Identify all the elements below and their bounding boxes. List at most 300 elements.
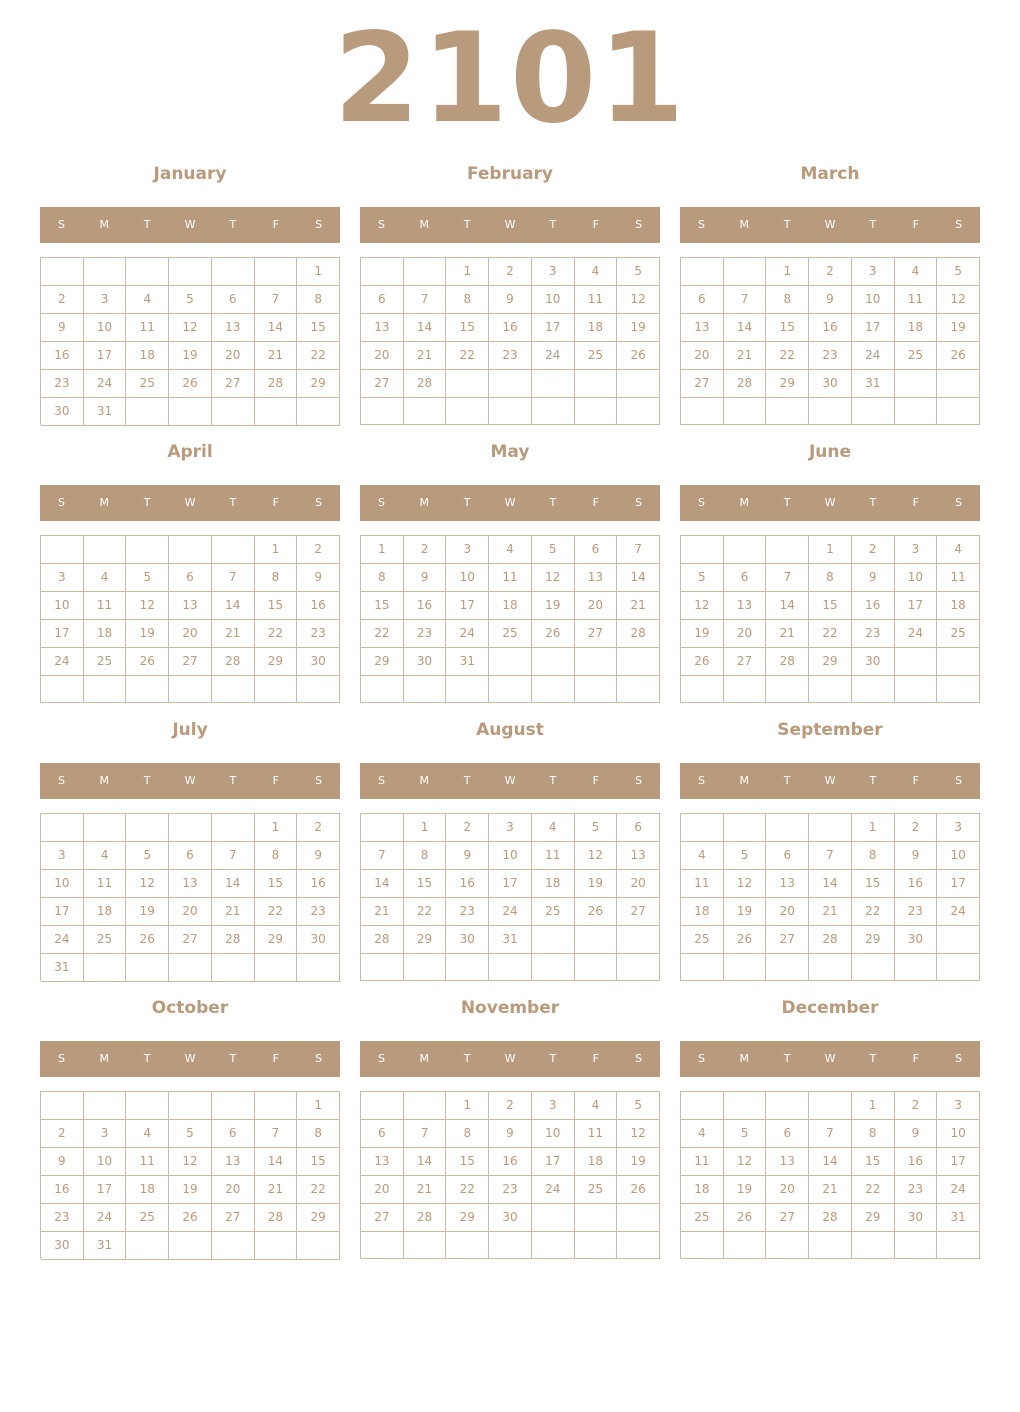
day-cell: 28	[212, 648, 255, 676]
day-cell: 16	[41, 1176, 84, 1204]
empty-cell	[126, 1092, 169, 1120]
day-cell: 10	[895, 564, 938, 592]
day-cell: 18	[84, 620, 127, 648]
empty-cell	[681, 676, 724, 703]
weekday-label: F	[592, 496, 599, 509]
day-cell: 13	[169, 870, 212, 898]
empty-cell	[617, 370, 660, 398]
day-cell: 26	[169, 370, 212, 398]
empty-cell	[212, 814, 255, 842]
empty-cell	[404, 1232, 447, 1259]
day-cell: 5	[724, 842, 767, 870]
empty-cell	[446, 1232, 489, 1259]
day-cell: 24	[532, 342, 575, 370]
day-cell: 24	[852, 342, 895, 370]
weekday-label: M	[739, 774, 750, 787]
weekday-label: S	[635, 1052, 643, 1065]
day-cell: 1	[809, 536, 852, 564]
day-cell: 19	[532, 592, 575, 620]
day-cell: 4	[575, 258, 618, 286]
day-cell: 30	[297, 648, 340, 676]
weekday-label: F	[272, 1052, 279, 1065]
day-cell: 25	[532, 898, 575, 926]
day-cell: 7	[404, 286, 447, 314]
empty-cell	[361, 258, 404, 286]
day-cell: 10	[532, 286, 575, 314]
day-cell: 14	[404, 314, 447, 342]
day-cell: 1	[404, 814, 447, 842]
empty-cell	[937, 676, 980, 703]
day-cell: 4	[84, 842, 127, 870]
day-cell: 14	[255, 1148, 298, 1176]
empty-cell	[297, 954, 340, 982]
day-cell: 1	[446, 258, 489, 286]
empty-cell	[617, 1204, 660, 1232]
empty-cell	[126, 536, 169, 564]
weekday-header	[360, 485, 660, 521]
empty-cell	[255, 1232, 298, 1260]
empty-cell	[617, 926, 660, 954]
day-cell: 29	[852, 1204, 895, 1232]
day-cell: 16	[297, 592, 340, 620]
day-cell: 22	[255, 620, 298, 648]
empty-cell	[895, 648, 938, 676]
empty-cell	[489, 370, 532, 398]
empty-cell	[809, 1092, 852, 1120]
day-cell: 14	[809, 1148, 852, 1176]
empty-cell	[766, 536, 809, 564]
empty-cell	[575, 648, 618, 676]
day-cell: 27	[212, 1204, 255, 1232]
day-cell: 14	[212, 592, 255, 620]
day-cell: 2	[489, 1092, 532, 1120]
weekday-label: M	[739, 1052, 750, 1065]
day-cell: 22	[297, 342, 340, 370]
day-cell: 19	[617, 314, 660, 342]
day-cell: 17	[446, 592, 489, 620]
day-cell: 19	[937, 314, 980, 342]
day-cell: 13	[361, 1148, 404, 1176]
day-cell: 29	[297, 370, 340, 398]
empty-cell	[895, 398, 938, 425]
day-cell: 9	[404, 564, 447, 592]
day-cell: 13	[681, 314, 724, 342]
empty-cell	[84, 954, 127, 982]
weekday-label: S	[315, 218, 323, 231]
day-cell: 3	[489, 814, 532, 842]
month-name: December	[781, 998, 879, 1018]
day-cell: 3	[937, 1092, 980, 1120]
day-cell: 3	[532, 258, 575, 286]
day-cell: 8	[404, 842, 447, 870]
weekday-label: M	[419, 496, 430, 509]
day-cell: 17	[937, 870, 980, 898]
day-cell: 30	[41, 398, 84, 426]
day-cell: 9	[895, 1120, 938, 1148]
day-cell: 1	[297, 258, 340, 286]
weekday-label: M	[419, 218, 430, 231]
weekday-header	[360, 763, 660, 799]
day-cell: 11	[681, 870, 724, 898]
weekday-label: M	[99, 774, 110, 787]
day-cell: 5	[169, 1120, 212, 1148]
empty-cell	[532, 926, 575, 954]
weekday-label: M	[739, 496, 750, 509]
empty-cell	[617, 676, 660, 703]
day-cell: 25	[126, 370, 169, 398]
weekday-label: F	[592, 1052, 599, 1065]
empty-cell	[766, 1092, 809, 1120]
day-cell: 4	[895, 258, 938, 286]
month-name: July	[172, 720, 208, 740]
month-name: September	[777, 720, 883, 740]
day-cell: 21	[361, 898, 404, 926]
day-cell: 18	[126, 342, 169, 370]
day-cell: 9	[895, 842, 938, 870]
weekday-label: S	[57, 496, 65, 509]
day-cell: 19	[126, 898, 169, 926]
day-cell: 24	[489, 898, 532, 926]
day-cell: 15	[766, 314, 809, 342]
weekday-label: W	[504, 1052, 516, 1065]
day-cell: 8	[766, 286, 809, 314]
weekday-label: W	[504, 774, 516, 787]
day-cell: 10	[41, 592, 84, 620]
empty-cell	[681, 398, 724, 425]
day-cell: 14	[809, 870, 852, 898]
day-cell: 21	[255, 342, 298, 370]
day-cell: 25	[681, 1204, 724, 1232]
day-cell: 23	[41, 1204, 84, 1232]
day-cell: 28	[361, 926, 404, 954]
day-cell: 16	[852, 592, 895, 620]
empty-cell	[617, 1232, 660, 1259]
day-cell: 18	[937, 592, 980, 620]
empty-cell	[169, 398, 212, 426]
empty-cell	[532, 370, 575, 398]
day-cell: 15	[809, 592, 852, 620]
empty-cell	[937, 370, 980, 398]
day-cell: 19	[617, 1148, 660, 1176]
day-cell: 15	[297, 1148, 340, 1176]
day-cell: 31	[489, 926, 532, 954]
day-cell: 15	[852, 1148, 895, 1176]
empty-cell	[489, 676, 532, 703]
day-cell: 15	[361, 592, 404, 620]
empty-cell	[255, 954, 298, 982]
day-cell: 5	[126, 564, 169, 592]
day-cell: 10	[852, 286, 895, 314]
day-cell: 2	[297, 536, 340, 564]
day-cell: 12	[126, 592, 169, 620]
day-cell: 27	[361, 370, 404, 398]
day-cell: 5	[532, 536, 575, 564]
day-cell: 8	[446, 286, 489, 314]
day-grid	[360, 535, 660, 703]
day-cell: 19	[126, 620, 169, 648]
empty-cell	[404, 1092, 447, 1120]
day-cell: 28	[766, 648, 809, 676]
day-cell: 16	[446, 870, 489, 898]
empty-cell	[255, 1092, 298, 1120]
weekday-header	[40, 1041, 340, 1077]
day-cell: 23	[809, 342, 852, 370]
day-cell: 1	[852, 814, 895, 842]
empty-cell	[84, 258, 127, 286]
day-cell: 19	[724, 898, 767, 926]
empty-cell	[212, 1092, 255, 1120]
day-cell: 16	[895, 1148, 938, 1176]
day-cell: 8	[297, 1120, 340, 1148]
day-cell: 6	[766, 1120, 809, 1148]
day-grid	[680, 1091, 980, 1259]
day-cell: 6	[169, 564, 212, 592]
weekday-label: W	[184, 1052, 196, 1065]
weekday-label: F	[592, 218, 599, 231]
day-cell: 14	[766, 592, 809, 620]
empty-cell	[126, 1232, 169, 1260]
day-cell: 27	[724, 648, 767, 676]
day-cell: 6	[617, 814, 660, 842]
day-cell: 12	[575, 842, 618, 870]
empty-cell	[809, 1232, 852, 1259]
empty-cell	[169, 676, 212, 703]
day-cell: 18	[895, 314, 938, 342]
day-cell: 28	[255, 1204, 298, 1232]
day-cell: 11	[681, 1148, 724, 1176]
day-cell: 2	[446, 814, 489, 842]
day-cell: 25	[126, 1204, 169, 1232]
day-cell: 21	[766, 620, 809, 648]
day-cell: 22	[852, 898, 895, 926]
day-cell: 27	[575, 620, 618, 648]
day-cell: 27	[617, 898, 660, 926]
day-cell: 6	[169, 842, 212, 870]
empty-cell	[361, 814, 404, 842]
day-cell: 20	[361, 1176, 404, 1204]
day-cell: 11	[489, 564, 532, 592]
day-cell: 1	[766, 258, 809, 286]
empty-cell	[169, 954, 212, 982]
weekday-label: S	[315, 774, 323, 787]
weekday-label: T	[549, 218, 557, 231]
empty-cell	[575, 1204, 618, 1232]
empty-cell	[126, 814, 169, 842]
day-cell: 21	[809, 1176, 852, 1204]
day-cell: 20	[169, 620, 212, 648]
day-cell: 17	[895, 592, 938, 620]
day-grid	[360, 1091, 660, 1259]
empty-cell	[446, 398, 489, 425]
weekday-header	[40, 207, 340, 243]
empty-cell	[895, 676, 938, 703]
weekday-label: F	[912, 774, 919, 787]
day-cell: 30	[809, 370, 852, 398]
day-cell: 29	[852, 926, 895, 954]
day-cell: 12	[724, 870, 767, 898]
weekday-label: T	[549, 774, 557, 787]
empty-cell	[169, 814, 212, 842]
day-cell: 15	[404, 870, 447, 898]
day-cell: 16	[404, 592, 447, 620]
weekday-label: W	[184, 218, 196, 231]
day-cell: 13	[617, 842, 660, 870]
day-grid	[40, 813, 340, 981]
day-cell: 20	[212, 342, 255, 370]
empty-cell	[724, 1092, 767, 1120]
day-cell: 1	[852, 1092, 895, 1120]
weekday-label: F	[592, 774, 599, 787]
empty-cell	[937, 954, 980, 981]
empty-cell	[489, 648, 532, 676]
day-cell: 20	[361, 342, 404, 370]
weekday-label: F	[912, 1052, 919, 1065]
day-cell: 30	[41, 1232, 84, 1260]
empty-cell	[404, 258, 447, 286]
day-cell: 18	[489, 592, 532, 620]
day-cell: 9	[41, 1148, 84, 1176]
empty-cell	[681, 1232, 724, 1259]
weekday-label: T	[229, 218, 237, 231]
empty-cell	[84, 536, 127, 564]
day-cell: 31	[446, 648, 489, 676]
empty-cell	[809, 954, 852, 981]
day-cell: 3	[84, 286, 127, 314]
empty-cell	[84, 676, 127, 703]
empty-cell	[212, 1232, 255, 1260]
day-cell: 15	[255, 592, 298, 620]
weekday-label: W	[824, 496, 836, 509]
weekday-label: T	[783, 1052, 791, 1065]
day-cell: 12	[937, 286, 980, 314]
day-cell: 24	[84, 1204, 127, 1232]
empty-cell	[895, 1232, 938, 1259]
day-cell: 19	[575, 870, 618, 898]
day-cell: 17	[41, 898, 84, 926]
month-name: February	[466, 164, 554, 184]
day-cell: 30	[446, 926, 489, 954]
day-cell: 9	[297, 842, 340, 870]
weekday-header	[680, 485, 980, 521]
empty-cell	[937, 1232, 980, 1259]
weekday-label: S	[57, 774, 65, 787]
empty-cell	[361, 676, 404, 703]
weekday-label: S	[635, 774, 643, 787]
day-cell: 3	[41, 564, 84, 592]
day-cell: 12	[681, 592, 724, 620]
day-cell: 11	[575, 286, 618, 314]
day-cell: 21	[617, 592, 660, 620]
empty-cell	[937, 648, 980, 676]
empty-cell	[724, 258, 767, 286]
day-cell: 17	[532, 314, 575, 342]
day-cell: 21	[809, 898, 852, 926]
day-cell: 18	[126, 1176, 169, 1204]
day-cell: 14	[361, 870, 404, 898]
day-grid	[40, 257, 340, 425]
empty-cell	[532, 676, 575, 703]
day-cell: 18	[575, 1148, 618, 1176]
weekday-label: F	[272, 496, 279, 509]
empty-cell	[617, 398, 660, 425]
day-cell: 7	[212, 564, 255, 592]
empty-cell	[446, 676, 489, 703]
day-cell: 29	[766, 370, 809, 398]
empty-cell	[724, 954, 767, 981]
day-cell: 21	[255, 1176, 298, 1204]
day-cell: 8	[809, 564, 852, 592]
day-cell: 20	[212, 1176, 255, 1204]
empty-cell	[809, 398, 852, 425]
day-cell: 18	[532, 870, 575, 898]
weekday-label: M	[419, 774, 430, 787]
empty-cell	[617, 648, 660, 676]
day-cell: 29	[297, 1204, 340, 1232]
day-cell: 16	[41, 342, 84, 370]
day-grid	[360, 257, 660, 425]
day-cell: 7	[809, 842, 852, 870]
day-cell: 28	[809, 926, 852, 954]
month-name: November	[460, 998, 560, 1018]
day-cell: 13	[766, 870, 809, 898]
day-cell: 31	[852, 370, 895, 398]
day-cell: 8	[446, 1120, 489, 1148]
empty-cell	[532, 1204, 575, 1232]
weekday-label: T	[463, 496, 471, 509]
empty-cell	[724, 676, 767, 703]
day-cell: 24	[937, 1176, 980, 1204]
day-cell: 18	[84, 898, 127, 926]
empty-cell	[937, 398, 980, 425]
weekday-label: S	[377, 496, 385, 509]
day-cell: 14	[724, 314, 767, 342]
day-cell: 9	[809, 286, 852, 314]
day-cell: 9	[489, 286, 532, 314]
day-cell: 10	[532, 1120, 575, 1148]
weekday-header	[360, 207, 660, 243]
day-cell: 11	[84, 870, 127, 898]
day-cell: 26	[126, 648, 169, 676]
day-cell: 8	[255, 842, 298, 870]
empty-cell	[575, 370, 618, 398]
day-cell: 27	[681, 370, 724, 398]
empty-cell	[532, 398, 575, 425]
day-cell: 3	[937, 814, 980, 842]
day-cell: 19	[169, 1176, 212, 1204]
weekday-label: T	[869, 1052, 877, 1065]
day-cell: 21	[212, 620, 255, 648]
day-cell: 26	[937, 342, 980, 370]
day-cell: 5	[681, 564, 724, 592]
weekday-label: S	[697, 1052, 705, 1065]
empty-cell	[212, 398, 255, 426]
day-grid	[40, 1091, 340, 1259]
weekday-label: W	[824, 1052, 836, 1065]
empty-cell	[297, 676, 340, 703]
day-grid	[360, 813, 660, 981]
day-cell: 19	[169, 342, 212, 370]
day-cell: 15	[297, 314, 340, 342]
day-cell: 11	[532, 842, 575, 870]
day-cell: 26	[126, 926, 169, 954]
weekday-label: M	[99, 218, 110, 231]
day-cell: 25	[575, 1176, 618, 1204]
day-cell: 22	[809, 620, 852, 648]
day-cell: 6	[681, 286, 724, 314]
day-cell: 15	[852, 870, 895, 898]
weekday-label: T	[229, 774, 237, 787]
day-cell: 7	[766, 564, 809, 592]
